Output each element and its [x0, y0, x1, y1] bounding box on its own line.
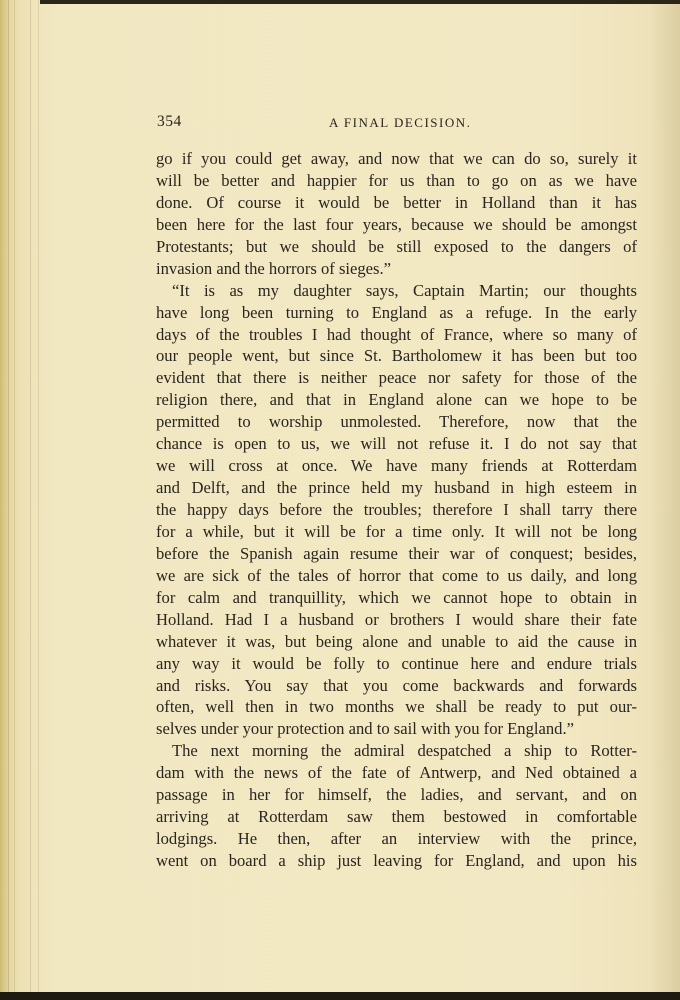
running-header: [157, 113, 637, 135]
text-line: go if you could get away, and now that we can do so, surely it: [156, 149, 637, 168]
text-line: selves under your protection and to sail with you for England.”: [156, 719, 574, 739]
text-line: the happy days before the troubles; therefore I shall tarry there: [156, 500, 637, 519]
text-line: “It is as my daughter says, Captain Martin; our thoughts: [172, 280, 637, 300]
text-line: have long been turning to England as a refuge. In the early: [156, 302, 637, 322]
text-line: religion there, and that in England alone can we hope to be: [156, 390, 637, 410]
text-line: passage in her for himself, the ladies, and servant, and on: [156, 785, 637, 805]
page-gutter: [0, 0, 42, 994]
text-line: Holland. Had I a husband or brothers I would share their fate: [156, 609, 637, 629]
text-line: arriving at Rotterdam saw them bestowed in comfortable: [156, 807, 637, 827]
text-line: been here for the last four years, because we should be amongst: [156, 214, 637, 234]
text-line: went on board a ship just leaving for England, and upon his: [156, 851, 637, 870]
text-line: chance is open to us, we will not refuse it. I do not say that: [156, 434, 637, 454]
text-line: evident that there is neither peace nor safety for those of the: [156, 368, 637, 388]
text-line: we are sick of the tales of horror that come to us daily, and long: [156, 565, 637, 585]
text-line: whatever it was, but being alone and unable to aid the cause in: [156, 631, 637, 651]
text-line: and risks. You say that you come backwards and forwards: [156, 675, 637, 695]
text-line: Protestants; but we should be still exposed to the dangers of: [156, 236, 637, 256]
text-line: will be better and happier for us than to go on as we have: [156, 170, 637, 190]
text-line: any way it would be folly to continue here and endure trials: [156, 653, 637, 673]
text-line: our people went, but since St. Bartholomew it has been but too: [156, 346, 637, 366]
text-line: invasion and the horrors of sieges.”: [156, 258, 392, 278]
text-line: we will cross at once. We have many friends at Rotterdam: [156, 456, 637, 476]
text-line: for a while, but it will be for a time only. It will not be long: [156, 521, 637, 541]
text-line: for calm and tranquillity, which we cannot hope to obtain in: [156, 587, 637, 607]
gutter-line: [30, 0, 31, 994]
running-title: A FINAL DECISION.: [329, 115, 472, 130]
text-line: The next morning the admiral despatched a ship to Rotter-: [172, 741, 637, 761]
page-number: 354: [157, 113, 182, 130]
text-line: lodgings. He then, after an interview with the prince,: [156, 829, 637, 849]
gutter-line: [38, 0, 39, 994]
text-line: often, well then in two months we shall be ready to put our-: [156, 697, 637, 717]
text-line: done. Of course it would be better in Holland than it has: [156, 192, 637, 212]
gutter-line: [8, 0, 9, 994]
body-text: [156, 148, 637, 872]
text-line: days of the troubles I had thought of France, where so many of: [156, 324, 637, 344]
gutter-line: [14, 0, 15, 994]
page-edge-shadow: [650, 0, 680, 994]
scan-border-top: [40, 0, 680, 4]
scan-border-bottom: [0, 992, 680, 1000]
text-line: before the Spanish again resume their war of conquest; besides,: [156, 543, 637, 563]
text-line: dam with the news of the fate of Antwerp, and Ned obtained a: [156, 763, 637, 783]
text-line: and Delft, and the prince held my husband in high esteem in: [156, 478, 637, 498]
text-line: permitted to worship unmolested. Therefore, now that the: [156, 412, 637, 432]
